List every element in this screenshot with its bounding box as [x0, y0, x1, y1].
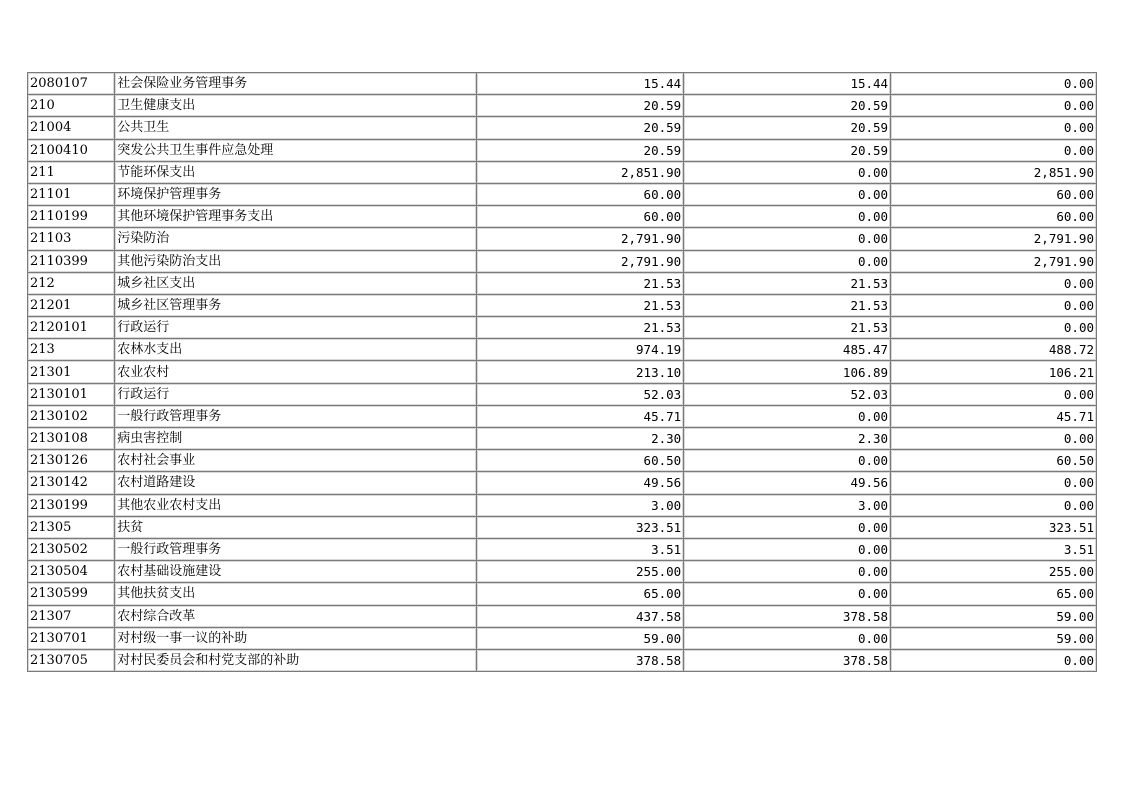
account-name-cell: 其他环境保护管理事务支出: [115, 206, 477, 228]
total-amount-cell: 21.53: [477, 317, 684, 339]
account-code-cell: 2080107: [28, 73, 115, 95]
account-code-cell: 21103: [28, 228, 115, 250]
account-name-cell: 其他污染防治支出: [115, 250, 477, 272]
account-code-cell: 2100410: [28, 139, 115, 161]
account-name-cell: 其他扶贫支出: [115, 583, 477, 605]
total-amount-cell: 59.00: [477, 627, 684, 649]
basic-expenditure-cell: 0.00: [684, 538, 891, 560]
account-code-cell: 2130705: [28, 649, 115, 671]
account-name-cell: 农村综合改革: [115, 605, 477, 627]
account-code-cell: 2120101: [28, 317, 115, 339]
basic-expenditure-cell: 0.00: [684, 583, 891, 605]
project-expenditure-cell: 323.51: [891, 516, 1097, 538]
total-amount-cell: 437.58: [477, 605, 684, 627]
account-code-cell: 21004: [28, 117, 115, 139]
project-expenditure-cell: 0.00: [891, 272, 1097, 294]
table-row: [28, 516, 1097, 538]
table-row: [28, 649, 1097, 671]
table-row: [28, 405, 1097, 427]
basic-expenditure-cell: 0.00: [684, 250, 891, 272]
account-code-cell: 2110399: [28, 250, 115, 272]
total-amount-cell: 21.53: [477, 272, 684, 294]
account-name-cell: 农林水支出: [115, 339, 477, 361]
basic-expenditure-cell: 0.00: [684, 206, 891, 228]
account-code-cell: 2130199: [28, 494, 115, 516]
table-row: [28, 472, 1097, 494]
table-row: [28, 428, 1097, 450]
total-amount-cell: 2.30: [477, 428, 684, 450]
table-row: [28, 450, 1097, 472]
account-name-cell: 突发公共卫生事件应急处理: [115, 139, 477, 161]
total-amount-cell: 21.53: [477, 294, 684, 316]
total-amount-cell: 2,791.90: [477, 250, 684, 272]
total-amount-cell: 20.59: [477, 95, 684, 117]
project-expenditure-cell: 60.50: [891, 450, 1097, 472]
table-row: [28, 538, 1097, 560]
account-code-cell: 2130102: [28, 405, 115, 427]
account-name-cell: 节能环保支出: [115, 161, 477, 183]
total-amount-cell: 20.59: [477, 139, 684, 161]
account-code-cell: 211: [28, 161, 115, 183]
table-row: [28, 339, 1097, 361]
basic-expenditure-cell: 106.89: [684, 361, 891, 383]
project-expenditure-cell: 2,851.90: [891, 161, 1097, 183]
account-name-cell: 污染防治: [115, 228, 477, 250]
project-expenditure-cell: 106.21: [891, 361, 1097, 383]
account-code-cell: 21301: [28, 361, 115, 383]
total-amount-cell: 2,791.90: [477, 228, 684, 250]
account-code-cell: 21305: [28, 516, 115, 538]
account-code-cell: 2130108: [28, 428, 115, 450]
total-amount-cell: 378.58: [477, 649, 684, 671]
account-code-cell: 210: [28, 95, 115, 117]
basic-expenditure-cell: 21.53: [684, 272, 891, 294]
basic-expenditure-cell: 0.00: [684, 405, 891, 427]
table-row: [28, 294, 1097, 316]
table-row: [28, 161, 1097, 183]
project-expenditure-cell: 0.00: [891, 73, 1097, 95]
account-name-cell: 扶贫: [115, 516, 477, 538]
project-expenditure-cell: 59.00: [891, 605, 1097, 627]
basic-expenditure-cell: 0.00: [684, 183, 891, 205]
basic-expenditure-cell: 378.58: [684, 605, 891, 627]
table-row: [28, 117, 1097, 139]
account-name-cell: 对村民委员会和村党支部的补助: [115, 649, 477, 671]
total-amount-cell: 974.19: [477, 339, 684, 361]
project-expenditure-cell: 0.00: [891, 294, 1097, 316]
project-expenditure-cell: 0.00: [891, 494, 1097, 516]
account-name-cell: 城乡社区支出: [115, 272, 477, 294]
project-expenditure-cell: 0.00: [891, 428, 1097, 450]
project-expenditure-cell: 2,791.90: [891, 250, 1097, 272]
table-row: [28, 605, 1097, 627]
total-amount-cell: 213.10: [477, 361, 684, 383]
account-code-cell: 2130126: [28, 450, 115, 472]
table-row: [28, 228, 1097, 250]
table-row: [28, 561, 1097, 583]
project-expenditure-cell: 59.00: [891, 627, 1097, 649]
table-row: [28, 272, 1097, 294]
basic-expenditure-cell: 0.00: [684, 228, 891, 250]
table-row: [28, 206, 1097, 228]
account-name-cell: 行政运行: [115, 383, 477, 405]
account-code-cell: 2110199: [28, 206, 115, 228]
account-code-cell: 2130701: [28, 627, 115, 649]
project-expenditure-cell: 2,791.90: [891, 228, 1097, 250]
account-name-cell: 一般行政管理事务: [115, 538, 477, 560]
account-name-cell: 环境保护管理事务: [115, 183, 477, 205]
account-name-cell: 其他农业农村支出: [115, 494, 477, 516]
table-row: [28, 250, 1097, 272]
table-row: [28, 383, 1097, 405]
account-code-cell: 212: [28, 272, 115, 294]
table-row: [28, 73, 1097, 95]
total-amount-cell: 255.00: [477, 561, 684, 583]
total-amount-cell: 60.00: [477, 206, 684, 228]
total-amount-cell: 52.03: [477, 383, 684, 405]
total-amount-cell: 20.59: [477, 117, 684, 139]
project-expenditure-cell: 65.00: [891, 583, 1097, 605]
account-name-cell: 农村社会事业: [115, 450, 477, 472]
basic-expenditure-cell: 0.00: [684, 450, 891, 472]
project-expenditure-cell: 60.00: [891, 183, 1097, 205]
project-expenditure-cell: 45.71: [891, 405, 1097, 427]
basic-expenditure-cell: 2.30: [684, 428, 891, 450]
account-code-cell: 2130599: [28, 583, 115, 605]
table-row: [28, 583, 1097, 605]
account-name-cell: 行政运行: [115, 317, 477, 339]
project-expenditure-cell: 0.00: [891, 117, 1097, 139]
account-name-cell: 公共卫生: [115, 117, 477, 139]
account-code-cell: 21101: [28, 183, 115, 205]
project-expenditure-cell: 0.00: [891, 649, 1097, 671]
project-expenditure-cell: 0.00: [891, 95, 1097, 117]
total-amount-cell: 3.51: [477, 538, 684, 560]
table-row: [28, 627, 1097, 649]
account-code-cell: 2130142: [28, 472, 115, 494]
basic-expenditure-cell: 0.00: [684, 561, 891, 583]
table-row: [28, 95, 1097, 117]
project-expenditure-cell: 0.00: [891, 317, 1097, 339]
total-amount-cell: 49.56: [477, 472, 684, 494]
basic-expenditure-cell: 20.59: [684, 139, 891, 161]
table-row: [28, 139, 1097, 161]
account-name-cell: 一般行政管理事务: [115, 405, 477, 427]
account-name-cell: 病虫害控制: [115, 428, 477, 450]
account-name-cell: 城乡社区管理事务: [115, 294, 477, 316]
basic-expenditure-cell: 52.03: [684, 383, 891, 405]
account-code-cell: 2130101: [28, 383, 115, 405]
budget-table-body: [28, 73, 1097, 672]
table-row: [28, 361, 1097, 383]
basic-expenditure-cell: 20.59: [684, 117, 891, 139]
project-expenditure-cell: 0.00: [891, 383, 1097, 405]
basic-expenditure-cell: 21.53: [684, 317, 891, 339]
basic-expenditure-cell: 485.47: [684, 339, 891, 361]
total-amount-cell: 60.50: [477, 450, 684, 472]
budget-table: [27, 72, 1097, 672]
project-expenditure-cell: 3.51: [891, 538, 1097, 560]
account-code-cell: 213: [28, 339, 115, 361]
basic-expenditure-cell: 0.00: [684, 627, 891, 649]
account-name-cell: 卫生健康支出: [115, 95, 477, 117]
project-expenditure-cell: 255.00: [891, 561, 1097, 583]
total-amount-cell: 3.00: [477, 494, 684, 516]
table-row: [28, 494, 1097, 516]
account-name-cell: 农村道路建设: [115, 472, 477, 494]
basic-expenditure-cell: 15.44: [684, 73, 891, 95]
basic-expenditure-cell: 378.58: [684, 649, 891, 671]
total-amount-cell: 2,851.90: [477, 161, 684, 183]
total-amount-cell: 45.71: [477, 405, 684, 427]
account-name-cell: 农业农村: [115, 361, 477, 383]
total-amount-cell: 65.00: [477, 583, 684, 605]
table-row: [28, 317, 1097, 339]
basic-expenditure-cell: 3.00: [684, 494, 891, 516]
account-name-cell: 对村级一事一议的补助: [115, 627, 477, 649]
account-name-cell: 社会保险业务管理事务: [115, 73, 477, 95]
basic-expenditure-cell: 0.00: [684, 516, 891, 538]
account-name-cell: 农村基础设施建设: [115, 561, 477, 583]
total-amount-cell: 323.51: [477, 516, 684, 538]
table-row: [28, 183, 1097, 205]
project-expenditure-cell: 488.72: [891, 339, 1097, 361]
basic-expenditure-cell: 49.56: [684, 472, 891, 494]
account-code-cell: 2130504: [28, 561, 115, 583]
project-expenditure-cell: 0.00: [891, 472, 1097, 494]
basic-expenditure-cell: 21.53: [684, 294, 891, 316]
project-expenditure-cell: 60.00: [891, 206, 1097, 228]
total-amount-cell: 60.00: [477, 183, 684, 205]
project-expenditure-cell: 0.00: [891, 139, 1097, 161]
basic-expenditure-cell: 0.00: [684, 161, 891, 183]
account-code-cell: 2130502: [28, 538, 115, 560]
account-code-cell: 21201: [28, 294, 115, 316]
account-code-cell: 21307: [28, 605, 115, 627]
total-amount-cell: 15.44: [477, 73, 684, 95]
basic-expenditure-cell: 20.59: [684, 95, 891, 117]
